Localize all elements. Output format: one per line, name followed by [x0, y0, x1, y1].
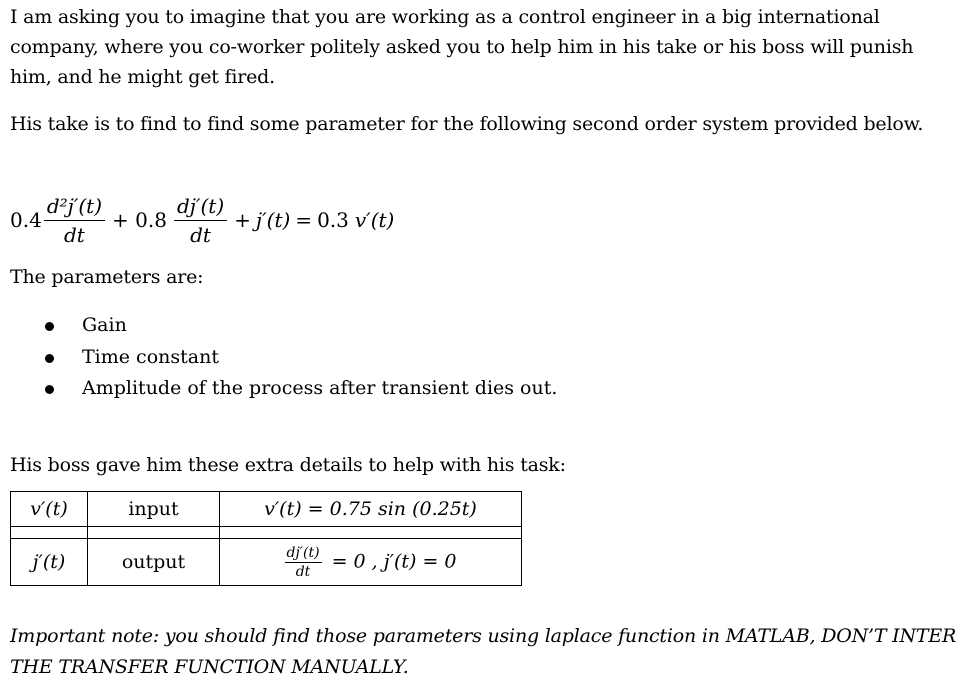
- equation-equals-sign: =: [295, 208, 313, 232]
- role-cell: output: [88, 539, 220, 586]
- signal-cell: j′(t): [11, 539, 88, 586]
- table-row: [11, 492, 522, 527]
- list-item-text: Amplitude of the process after transient dies out.: [82, 377, 558, 399]
- list-item-text: Gain: [82, 314, 127, 336]
- equation-plus-coefficient-2: + 0.8: [112, 208, 167, 232]
- fraction-numerator: d²j′(t): [46, 194, 103, 218]
- details-heading: His boss gave him these extra details to help with his task:: [10, 454, 566, 476]
- fraction-numerator: dj′(t): [286, 544, 320, 561]
- list-item: [0, 310, 557, 342]
- table-row: [11, 539, 522, 586]
- list-item: [0, 373, 557, 405]
- fraction-denominator: dt: [64, 223, 85, 247]
- equation-rhs-coefficient: 0.3: [317, 208, 349, 232]
- list-item: [0, 342, 557, 374]
- task-paragraph: His take is to find to find some parameter for the following second order system provided below.: [10, 113, 924, 135]
- initial-derivative-fraction: [285, 544, 322, 581]
- parameters-heading: The parameters are:: [10, 266, 204, 288]
- second-derivative-fraction: [44, 193, 105, 247]
- important-note: Important note: you should find those parameters using laplace function in MATLAB, DON’T INTER THE TRANSFER FUNCTION MANUALLY.: [10, 625, 957, 678]
- fraction-denominator: dt: [295, 563, 311, 580]
- initial-conditions-text: = 0 , j′(t) = 0: [331, 550, 457, 572]
- table-spacer-row: [11, 527, 522, 539]
- spacer-cell: [88, 527, 220, 539]
- spacer-cell: [11, 527, 88, 539]
- value-cell: v′(t) = 0.75 sin (0.25t): [220, 492, 522, 527]
- fraction-numerator: dj′(t): [176, 194, 225, 218]
- value-cell: [220, 539, 522, 586]
- bullet-icon: [45, 322, 54, 331]
- equation-output-term: j′(t): [255, 208, 291, 232]
- equation-plus-sign: +: [234, 208, 251, 232]
- signal-cell: v′(t): [11, 492, 88, 527]
- intro-paragraph: I am asking you to imagine that you are working as a control engineer in a big international company, where you co-worker politely asked you to help him in his take or his boss will punish him, and he might get fired.: [10, 6, 914, 88]
- parameters-list: [0, 310, 557, 405]
- differential-equation: [10, 188, 394, 252]
- bullet-icon: [45, 385, 54, 394]
- details-table: [10, 491, 522, 586]
- spacer-cell: [220, 527, 522, 539]
- equation-coefficient-1: 0.4: [10, 208, 42, 232]
- bullet-icon: [45, 354, 54, 363]
- equation-input-term: v′(t): [354, 208, 395, 232]
- list-item-text: Time constant: [82, 345, 219, 368]
- fraction-denominator: dt: [190, 223, 211, 247]
- first-derivative-fraction: [174, 193, 227, 247]
- role-cell: input: [88, 492, 220, 527]
